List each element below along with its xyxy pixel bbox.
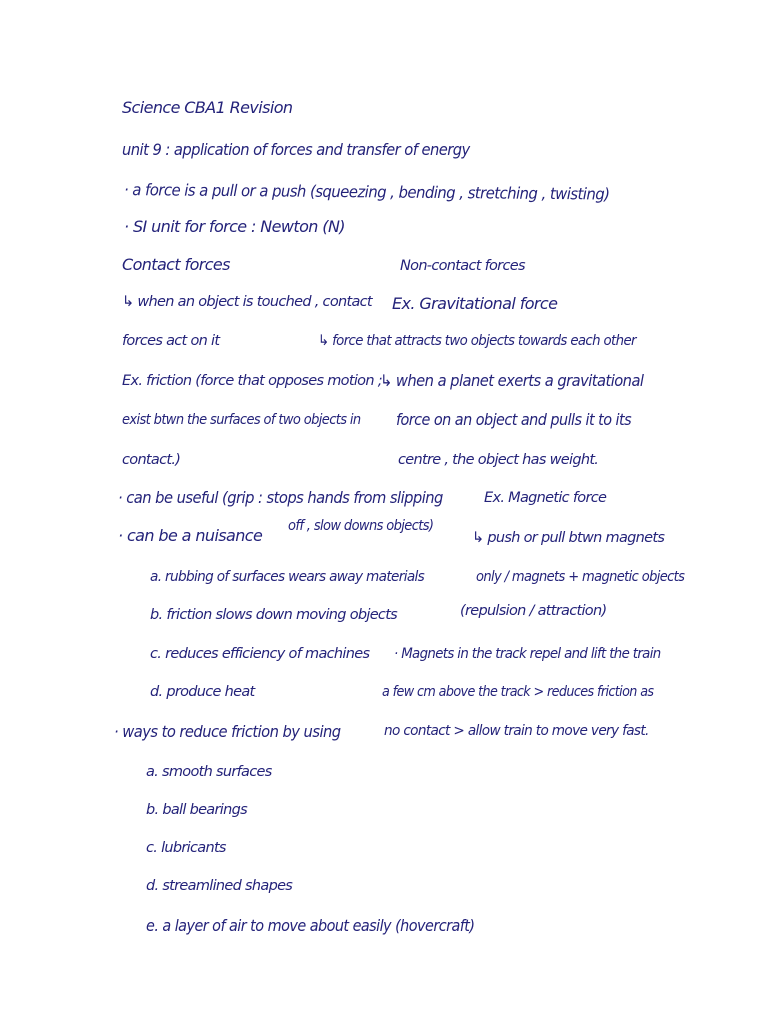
reduce-item-b: b. ball bearings: [146, 802, 247, 818]
reduce-item-a: a. smooth surfaces: [146, 764, 272, 780]
reduce-item-d: d. streamlined shapes: [146, 878, 293, 894]
bullet-force-definition: · a force is a pull or a push (squeezing , bending , stretching , twisting): [123, 180, 610, 204]
magnetic-objects-only: only / magnets + magnetic objects: [476, 569, 685, 585]
unit-heading: unit 9 : application of forces and transfer of energy: [122, 140, 470, 159]
maglev-line-2: a few cm above the track > reduces friction as: [382, 684, 654, 700]
non-contact-forces-heading: Non-contact forces: [400, 258, 525, 274]
bullet-si-unit: · SI unit for force : Newton (N): [124, 217, 345, 236]
friction-line-1: Ex. friction (force that opposes motion ;: [122, 373, 382, 389]
friction-useful: · can be useful (grip : stops hands from slipping: [118, 488, 443, 507]
reduce-item-e: e. a layer of air to move about easily (hovercraft): [146, 916, 475, 935]
magnetic-example: Ex. Magnetic force: [484, 490, 607, 506]
gravitational-planet-3: centre , the object has weight.: [398, 452, 599, 468]
friction-line-3: contact.): [122, 452, 181, 468]
contact-arrow-line-2: forces act on it: [122, 333, 220, 349]
maglev-line-3: no contact > allow train to move very fast.: [384, 723, 649, 739]
nuisance-item-c: c. reduces efficiency of machines: [150, 646, 370, 662]
maglev-line-1: · Magnets in the track repel and lift the train: [394, 646, 661, 662]
friction-line-2: exist btwn the surfaces of two objects in: [122, 412, 361, 428]
nuisance-item-b: b. friction slows down moving objects: [150, 607, 398, 623]
gravitational-planet-2: force on an object and pulls it to its: [396, 410, 632, 429]
magnetic-arrow: ↳ push or pull btwn magnets: [472, 530, 665, 546]
friction-useful-line-2: off , slow downs objects): [288, 518, 434, 534]
magnetic-repulsion-attraction: (repulsion / attraction): [460, 603, 607, 619]
nuisance-item-a: a. rubbing of surfaces wears away materials: [150, 569, 425, 585]
friction-nuisance: · can be a nuisance: [118, 526, 263, 545]
reduce-item-c: c. lubricants: [146, 840, 226, 856]
contact-arrow-line-1: ↳ when an object is touched , contact: [122, 294, 372, 310]
gravitational-planet-1: ↳ when a planet exerts a gravitational: [380, 371, 644, 390]
page-title: Science CBA1 Revision: [122, 98, 293, 117]
reduce-friction-heading: · ways to reduce friction by using: [114, 722, 341, 741]
contact-forces-heading: Contact forces: [122, 255, 230, 274]
gravitational-example: Ex. Gravitational force: [392, 294, 558, 313]
nuisance-item-d: d. produce heat: [150, 684, 255, 700]
gravitational-arrow: ↳ force that attracts two objects towards each other: [318, 333, 636, 349]
